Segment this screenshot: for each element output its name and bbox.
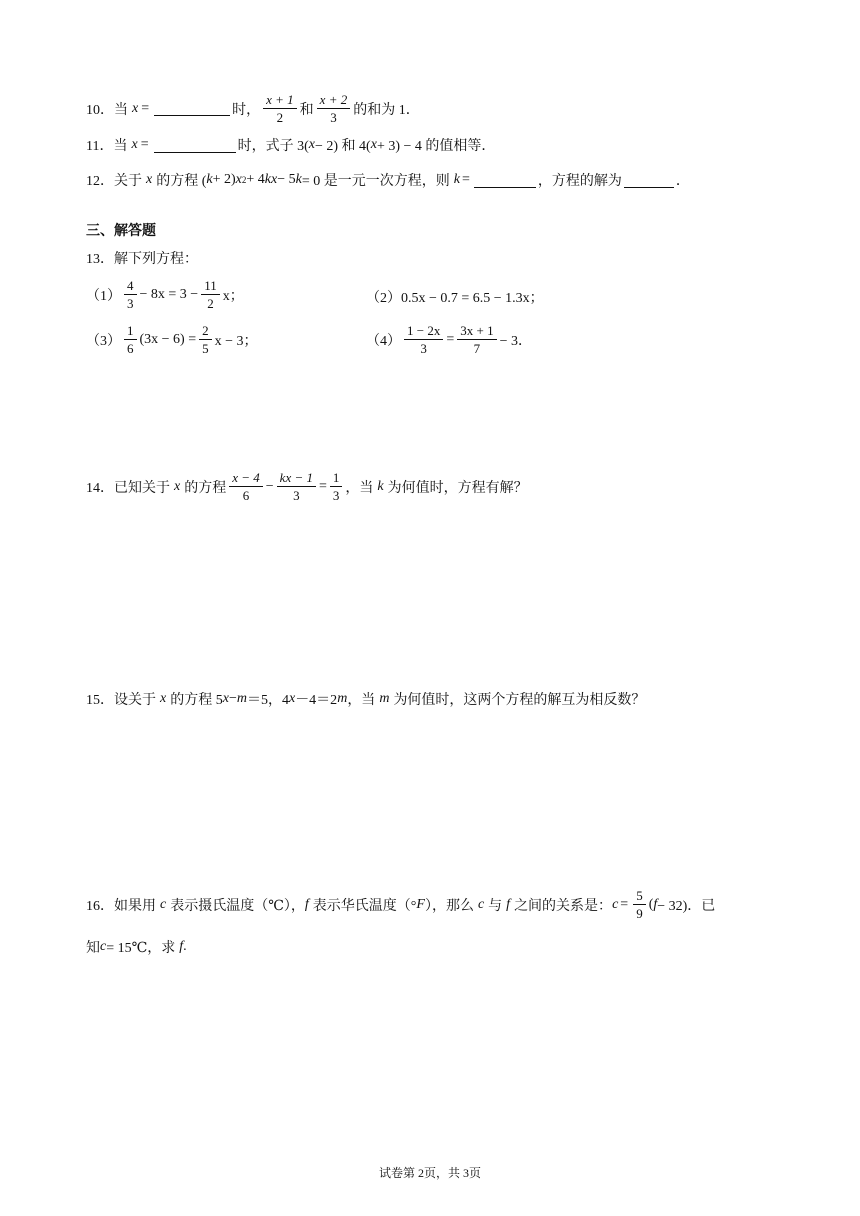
fraction: $\frac{5}{9}$ bbox=[633, 888, 646, 921]
question-16-line-2: 知 c = 15℃，求 f . bbox=[86, 939, 187, 956]
question-12: 12． 关于 x 的方程 ( k + 2) x 2 + 4 kx − 5 k = 0 是一元一次方程，则 k = ，方程的解为 ． bbox=[86, 172, 690, 189]
fraction: $\frac{1}{6}$ bbox=[124, 323, 137, 356]
fraction: $\frac{2}{5}$ bbox=[199, 323, 212, 356]
question-13-part-1: （1） $\frac{4}{3}$ − 8x = 3 − $\frac{11}{2}$ x； bbox=[86, 278, 244, 311]
question-13-stem: 13．解下列方程： bbox=[86, 252, 198, 267]
answer-blank[interactable] bbox=[154, 101, 230, 116]
question-number: 12． bbox=[86, 174, 114, 189]
fraction: $\frac{1 - 2x}{3}$ bbox=[404, 323, 443, 356]
fraction: $\frac{11}{2}$ bbox=[201, 278, 220, 311]
fraction: $\frac{kx - 1}{3}$ bbox=[277, 470, 316, 503]
section-heading: 三、解答题 bbox=[86, 223, 156, 239]
fraction: $\frac{x - 4}{6}$ bbox=[229, 470, 263, 503]
answer-blank-k[interactable] bbox=[474, 173, 536, 188]
question-16: 16． 如果用 c 表示摄氏温度（℃）， f 表示华氏温度（° F ），那么 c 与 f 之间的关系是： c = $\frac{5}{9}$ ( f − 32)．已 bbox=[86, 888, 716, 921]
question-number: 11． bbox=[86, 139, 114, 154]
fraction: $\frac{x + 2}{3}$ bbox=[317, 92, 351, 125]
question-13-part-4: （4） $\frac{1 - 2x}{3}$ = $\frac{3x + 1}{7}$ − 3． bbox=[366, 323, 532, 356]
question-15: 15． 设关于 x 的方程 5 x − m ＝5，4 x －4＝2 m ，当 m 为何值时，这两个方程的解互为相反数？ bbox=[86, 691, 646, 708]
question-14: 14． 已知关于 x 的方程 $\frac{x - 4}{6}$ − $\frac{kx - 1}{3}$ = $\frac{1}{3}$ ，当 k 为何值时，方程有解？ bbox=[86, 470, 528, 503]
answer-blank-solution[interactable] bbox=[624, 173, 674, 188]
answer-blank[interactable] bbox=[154, 138, 236, 153]
question-number: 10． bbox=[86, 102, 114, 118]
question-number: 14． bbox=[86, 480, 114, 496]
question-number: 16． bbox=[86, 898, 114, 914]
question-13-part-2: （2） 0.5x − 0.7 = 6.5 − 1.3x； bbox=[366, 291, 544, 306]
question-number: 15． bbox=[86, 693, 114, 708]
question-13-part-3: （3） $\frac{1}{6}$ (3x − 6) = $\frac{2}{5}$ x − 3； bbox=[86, 323, 258, 356]
page-footer: 试卷第 2页，共 3页 bbox=[378, 1166, 481, 1180]
fraction: $\frac{1}{3}$ bbox=[330, 470, 343, 503]
question-10: 10． 当 x = 时， $\frac{x + 1}{2}$ 和 $\frac{x + 2}{3}$ 的和为 1． bbox=[86, 92, 420, 125]
question-11: 11． 当 x = 时，式子 3( x − 2) 和 4( x + 3) − 4 的值相等． bbox=[86, 137, 496, 154]
fraction: $\frac{3x + 1}{7}$ bbox=[457, 323, 496, 356]
fraction: $\frac{x + 1}{2}$ bbox=[263, 92, 297, 125]
fraction: $\frac{4}{3}$ bbox=[124, 278, 137, 311]
